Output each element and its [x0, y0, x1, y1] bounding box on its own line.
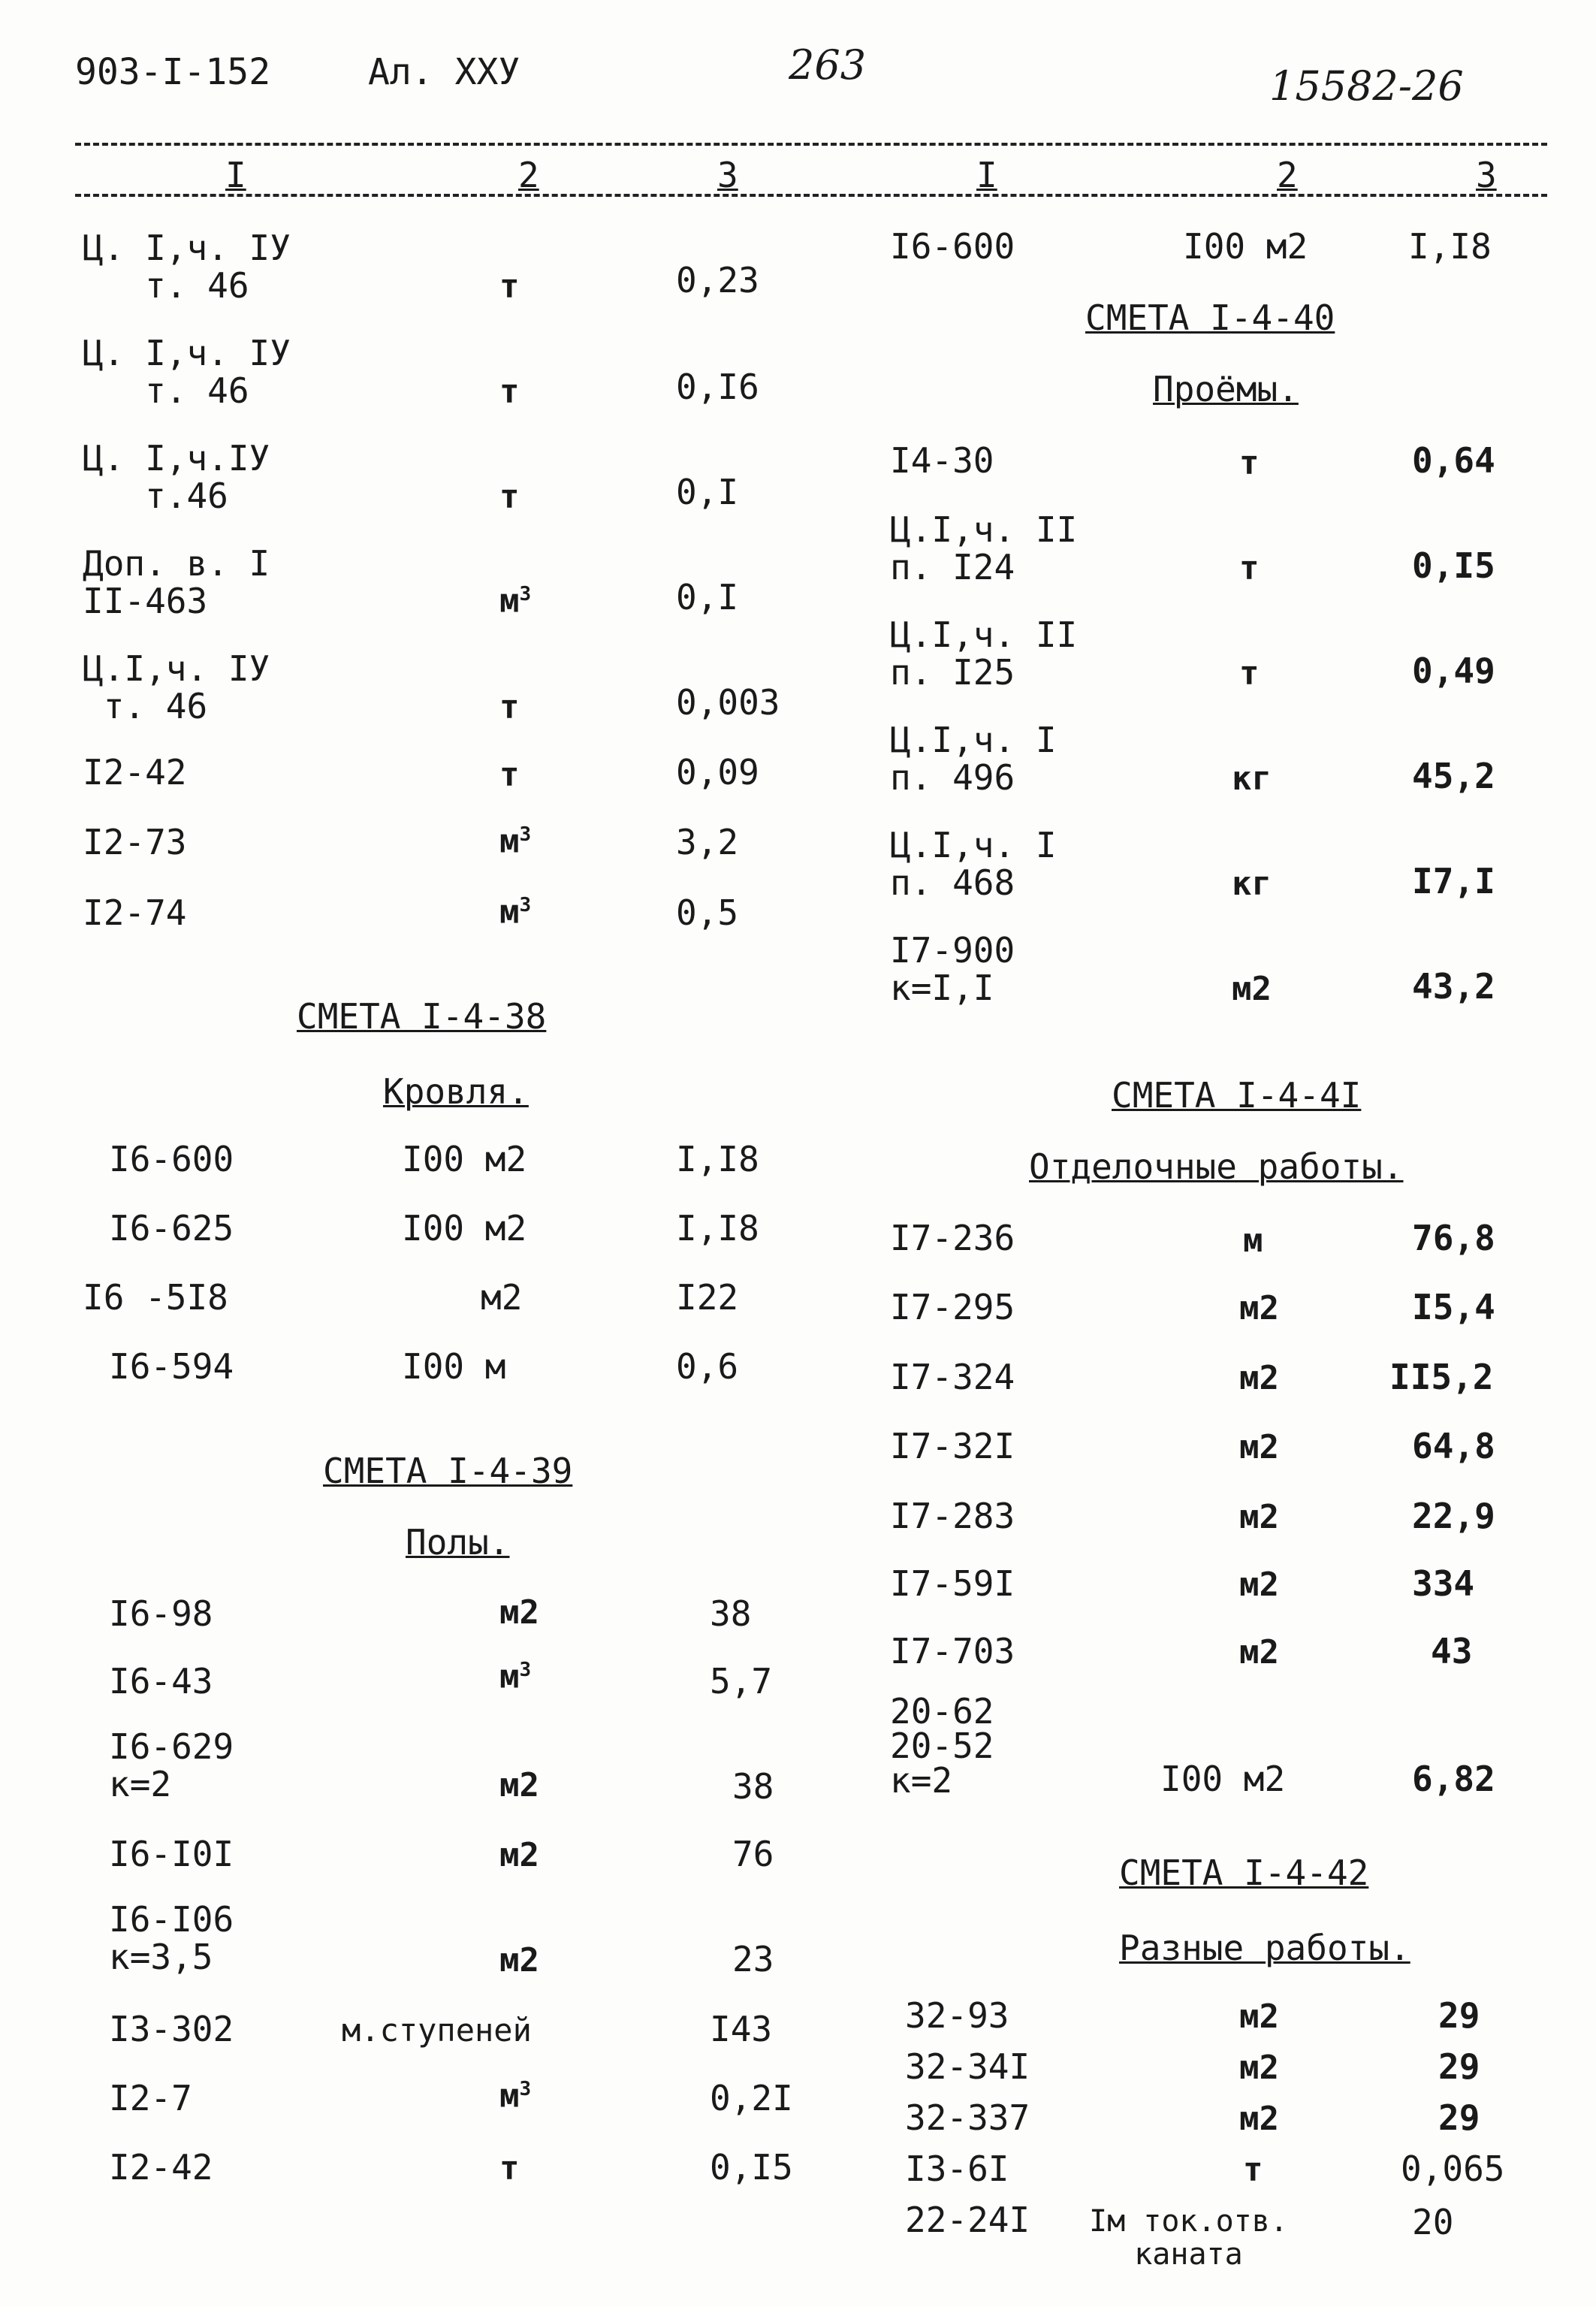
column-head-2-left: 2: [518, 155, 539, 195]
row-unit: т: [1243, 2151, 1263, 2189]
section-title-38: СМЕТА I-4-38: [297, 996, 547, 1037]
row-value: 29: [1438, 2046, 1480, 2087]
row-value: 0,I5: [1412, 545, 1495, 586]
section-subtitle-40: Проёмы.: [1153, 369, 1299, 409]
section-title-39: СМЕТА I-4-39: [323, 1451, 573, 1491]
row-value: 0,49: [1412, 651, 1495, 691]
row-value: 0,003: [676, 682, 780, 723]
row-value: 0,64: [1412, 440, 1495, 481]
row-code: Доп. в. I II-463: [83, 543, 270, 621]
row-value: 76,8: [1412, 1218, 1495, 1258]
row-code: 32-93: [905, 1995, 1009, 2036]
row-unit: т: [499, 478, 520, 516]
row-value: 22,9: [1412, 1496, 1495, 1536]
row-code: Ц. I,ч. IУ т. 46: [83, 228, 291, 306]
row-value: 0,2I: [710, 2078, 793, 2118]
row-value: 0,I6: [676, 367, 759, 407]
row-value: 64,8: [1412, 1426, 1495, 1466]
row-unit: I00 м: [402, 1346, 506, 1387]
row-unit: м2: [499, 1593, 539, 1632]
header-rule-top: [75, 143, 1547, 146]
unit-base: м: [499, 2076, 520, 2115]
unit-superscript: 3: [519, 2078, 532, 2100]
row-unit: т: [499, 756, 520, 794]
row-value: 20: [1412, 2202, 1454, 2242]
section-subtitle-39: Полы.: [406, 1522, 510, 1563]
row-unit: I00 м2: [1183, 226, 1308, 267]
row-unit: т: [499, 267, 520, 306]
unit-superscript: 3: [519, 1659, 532, 1681]
row-code: 20-62 20-52 к=2: [890, 1691, 994, 1801]
row-unit: м2: [499, 1766, 539, 1804]
page-number: 263: [789, 41, 867, 89]
row-value: 76: [732, 1834, 774, 1874]
row-value: 0,6: [676, 1346, 739, 1387]
row-value: I,I8: [676, 1208, 759, 1249]
row-unit: т: [1239, 654, 1260, 693]
row-code: I6-594: [109, 1346, 234, 1387]
row-unit: м2: [1239, 1498, 1279, 1536]
row-unit: м2: [1239, 2100, 1279, 2138]
row-code: I7-324: [890, 1357, 1015, 1397]
row-code: 32-337: [905, 2097, 1030, 2138]
section-title-42: СМЕТА I-4-42: [1119, 1853, 1369, 1893]
row-value: 0,09: [676, 752, 759, 793]
unit-base: м: [499, 581, 520, 621]
row-code: I3-6I: [905, 2148, 1009, 2189]
row-value: II5,2: [1389, 1357, 1494, 1397]
row-unit: т: [1239, 444, 1260, 482]
row-unit: I00 м2: [1160, 1759, 1286, 1799]
row-code: I2-42: [83, 752, 187, 793]
document-number: 903-I-152: [75, 51, 271, 93]
row-unit: т: [499, 2149, 520, 2188]
album-label: Ал. XXУ: [368, 51, 520, 93]
column-head-3-right: 3: [1476, 155, 1497, 195]
row-unit: м2: [499, 1941, 539, 1979]
unit-base: м: [499, 822, 520, 861]
row-code: Ц.I,ч. IУ т. 46: [83, 648, 270, 726]
row-unit: т: [499, 688, 520, 726]
row-unit: м2: [1239, 1359, 1279, 1397]
unit-base: м: [499, 1657, 520, 1696]
section-subtitle-42: Разные работы.: [1119, 1928, 1410, 1968]
row-code: I7-32I: [890, 1426, 1015, 1466]
row-code: I7-59I: [890, 1563, 1015, 1604]
row-unit: I00 м2: [402, 1139, 527, 1179]
row-code: 22-24I: [905, 2200, 1030, 2240]
row-unit: м2: [1239, 1566, 1279, 1604]
unit-superscript: 3: [519, 894, 532, 916]
section-title-41: СМЕТА I-4-4I: [1112, 1075, 1362, 1116]
row-code: Ц.I,ч. I п. 468: [890, 825, 1057, 903]
row-unit: [499, 581, 532, 621]
row-value: 0,23: [676, 260, 759, 300]
row-code: I6 -5I8: [83, 1277, 228, 1318]
row-code: I2-73: [83, 822, 187, 862]
row-value: 5,7: [710, 1661, 773, 1702]
row-code: I7-900 к=I,I: [890, 930, 1015, 1008]
row-value: I43: [710, 2009, 773, 2049]
row-value: 38: [710, 1593, 752, 1634]
row-value: 23: [732, 1939, 774, 1979]
row-code: Ц.I,ч. II п. I24: [890, 509, 1078, 587]
row-value: 38: [732, 1766, 774, 1807]
row-value: I22: [676, 1277, 739, 1318]
column-head-1-right: I: [976, 155, 997, 195]
row-unit: т: [499, 373, 520, 411]
row-value: 6,82: [1412, 1759, 1495, 1799]
row-unit: м2: [481, 1277, 523, 1318]
row-unit: [499, 892, 532, 932]
row-code: I6-600: [890, 226, 1015, 267]
row-value: 43,2: [1412, 966, 1495, 1007]
row-code: I3-302: [109, 2009, 234, 2049]
unit-superscript: 3: [519, 823, 532, 846]
row-value: 3,2: [676, 822, 739, 862]
row-value: I7,I: [1412, 861, 1495, 901]
row-code: Ц. I,ч. IУ т. 46: [83, 333, 291, 411]
row-value: 0,065: [1401, 2148, 1505, 2189]
row-value: 334: [1412, 1563, 1475, 1604]
row-value: I,I8: [1408, 226, 1492, 267]
row-value: 0,I: [676, 577, 739, 618]
row-unit: м.ступеней: [342, 2012, 532, 2049]
row-unit: м2: [1232, 970, 1272, 1008]
row-code: Ц. I,ч.IУ т.46: [83, 438, 270, 516]
row-unit: м2: [1239, 1428, 1279, 1466]
row-code: I7-236: [890, 1218, 1015, 1258]
sheet-number: 15582-26: [1269, 62, 1464, 110]
row-value: 29: [1438, 2097, 1480, 2138]
row-value: 45,2: [1412, 756, 1495, 796]
row-value: I5,4: [1412, 1287, 1495, 1327]
row-unit: м2: [1239, 2049, 1279, 2087]
column-head-2-right: 2: [1277, 155, 1298, 195]
row-code: I6-98: [109, 1593, 213, 1634]
row-code: 32-34I: [905, 2046, 1030, 2087]
row-code: I2-42: [109, 2147, 213, 2188]
section-subtitle-41: Отделочные работы.: [1029, 1146, 1404, 1187]
row-value: 29: [1438, 1995, 1480, 2036]
unit-base: м: [499, 892, 520, 932]
row-value: 0,I: [676, 472, 739, 512]
row-code: I6-625: [109, 1208, 234, 1249]
row-code: I7-295: [890, 1287, 1015, 1327]
header-rule-bottom: [75, 194, 1547, 197]
row-unit: кг: [1232, 865, 1272, 903]
row-value: 0,I5: [710, 2147, 793, 2188]
row-code: I6-629 к=2: [109, 1726, 234, 1804]
row-unit: [499, 822, 532, 861]
row-unit: м2: [499, 1836, 539, 1874]
row-value: 43: [1431, 1631, 1473, 1671]
row-unit: т: [1239, 549, 1260, 587]
row-value: 0,5: [676, 892, 739, 933]
row-unit: кг: [1232, 759, 1272, 798]
unit-superscript: 3: [519, 583, 532, 605]
row-unit: [499, 1657, 532, 1696]
column-head-1-left: I: [225, 155, 246, 195]
row-code: I2-74: [83, 892, 187, 933]
section-subtitle-38: Кровля.: [383, 1071, 529, 1112]
row-code: Ц.I,ч. I п. 496: [890, 720, 1057, 798]
row-code: I7-703: [890, 1631, 1015, 1671]
row-code: I6-43: [109, 1661, 213, 1702]
row-unit: м: [1243, 1221, 1263, 1260]
row-code: Ц.I,ч. II п. I25: [890, 614, 1078, 693]
row-value: I,I8: [676, 1139, 759, 1179]
row-code: I2-7: [109, 2078, 192, 2118]
row-unit: м2: [1239, 1289, 1279, 1327]
row-unit: м2: [1239, 1997, 1279, 2036]
section-title-40: СМЕТА I-4-40: [1085, 297, 1335, 338]
row-code: I7-283: [890, 1496, 1015, 1536]
row-code: I4-30: [890, 440, 994, 481]
column-head-3-left: 3: [717, 155, 738, 195]
row-unit: Iм ток.отв. каната: [1089, 2204, 1288, 2272]
row-code: I6-I0I: [109, 1834, 234, 1874]
row-code: I6-I06 к=3,5: [109, 1899, 234, 1977]
row-unit: м2: [1239, 1633, 1279, 1671]
row-unit: I00 м2: [402, 1208, 527, 1249]
row-code: I6-600: [109, 1139, 234, 1179]
row-unit: [499, 2076, 532, 2115]
